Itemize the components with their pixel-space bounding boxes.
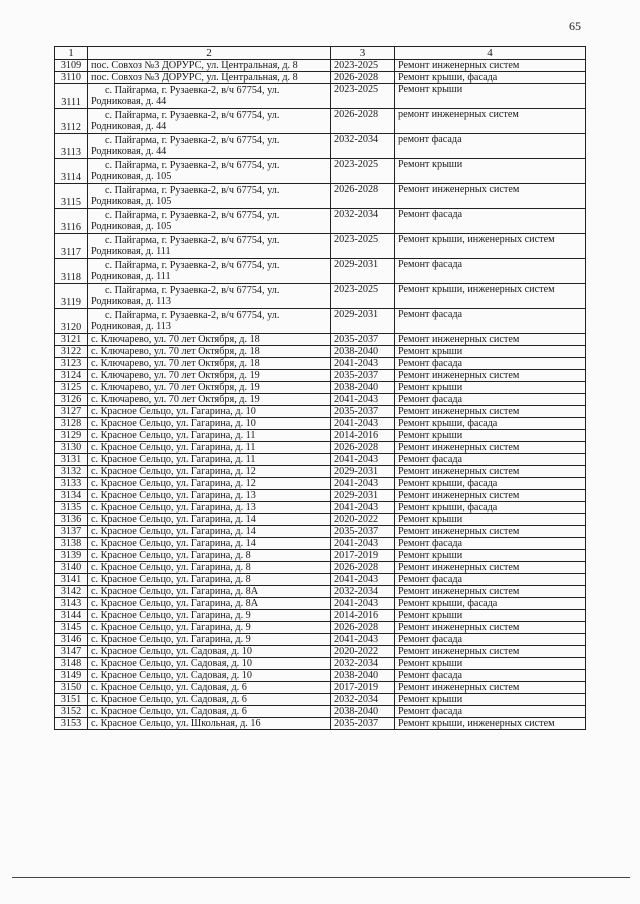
work-type-cell: Ремонт инженерных систем (395, 370, 586, 382)
table-row (55, 394, 586, 406)
work-type-cell: Ремонт фасада (395, 574, 586, 586)
period-cell: 2017-2019 (331, 682, 395, 694)
address-line: Родниковая, д. 113 (91, 321, 171, 332)
table-row (55, 526, 586, 538)
page-bottom-border (12, 877, 630, 878)
row-number: 3152 (55, 706, 88, 718)
row-number: 3134 (55, 490, 88, 502)
work-type-cell: Ремонт фасада (395, 394, 586, 406)
address-cell (88, 454, 331, 466)
address-line: с. Пайгарма, г. Рузаевка-2, в/ч 67754, ул. (105, 310, 280, 321)
work-type-cell: Ремонт фасада (395, 706, 586, 718)
period-cell: 2041-2043 (331, 574, 395, 586)
period-cell: 2026-2028 (331, 622, 395, 634)
work-type-cell: Ремонт инженерных систем (395, 562, 586, 574)
row-number: 3150 (55, 682, 88, 694)
address-line: с. Пайгарма, г. Рузаевка-2, в/ч 67754, ул. (105, 210, 280, 221)
work-type-cell: Ремонт крыши (395, 694, 586, 706)
address-cell (88, 209, 331, 234)
address-cell (88, 466, 331, 478)
address-line: с. Ключарево, ул. 70 лет Октября, д. 18 (91, 346, 260, 357)
work-type-cell: Ремонт инженерных систем (395, 406, 586, 418)
address-line: с. Красное Сельцо, ул. Садовая, д. 10 (91, 646, 252, 657)
header-col-3: 3 (331, 47, 395, 60)
row-number: 3144 (55, 610, 88, 622)
table-row (55, 109, 586, 134)
period-cell: 2032-2034 (331, 694, 395, 706)
period-cell: 2041-2043 (331, 394, 395, 406)
address-line: Родниковая, д. 105 (91, 221, 172, 232)
address-line: с. Пайгарма, г. Рузаевка-2, в/ч 67754, ул. (105, 185, 280, 196)
address-cell (88, 406, 331, 418)
row-number: 3138 (55, 538, 88, 550)
address-cell (88, 502, 331, 514)
period-cell: 2041-2043 (331, 502, 395, 514)
period-cell: 2014-2016 (331, 430, 395, 442)
address-cell (88, 706, 331, 718)
row-number: 3121 (55, 334, 88, 346)
row-number: 3137 (55, 526, 88, 538)
row-number: 3115 (55, 184, 88, 209)
row-number: 3130 (55, 442, 88, 454)
table-row (55, 184, 586, 209)
work-type-cell: Ремонт крыши (395, 514, 586, 526)
period-cell: 2029-2031 (331, 259, 395, 284)
address-cell (88, 60, 331, 72)
address-cell (88, 586, 331, 598)
table-row (55, 670, 586, 682)
table-row (55, 478, 586, 490)
row-number: 3109 (55, 60, 88, 72)
address-line: с. Пайгарма, г. Рузаевка-2, в/ч 67754, ул. (105, 85, 280, 96)
work-type-cell: Ремонт крыши (395, 382, 586, 394)
row-number: 3124 (55, 370, 88, 382)
period-cell: 2032-2034 (331, 134, 395, 159)
address-cell (88, 284, 331, 309)
address-cell (88, 259, 331, 284)
table-row (55, 454, 586, 466)
row-number: 3123 (55, 358, 88, 370)
period-cell: 2020-2022 (331, 646, 395, 658)
address-cell (88, 346, 331, 358)
work-type-cell: Ремонт фасада (395, 209, 586, 234)
period-cell: 2035-2037 (331, 334, 395, 346)
period-cell: 2020-2022 (331, 514, 395, 526)
address-cell (88, 598, 331, 610)
table-row (55, 706, 586, 718)
work-type-cell: Ремонт инженерных систем (395, 184, 586, 209)
period-cell: 2017-2019 (331, 550, 395, 562)
table-row (55, 502, 586, 514)
address-line: с. Красное Сельцо, ул. Садовая, д. 6 (91, 706, 247, 717)
address-line: с. Красное Сельцо, ул. Гагарина, д. 13 (91, 490, 256, 501)
address-cell (88, 478, 331, 490)
row-number: 3116 (55, 209, 88, 234)
row-number: 3126 (55, 394, 88, 406)
row-number: 3153 (55, 718, 88, 730)
row-number: 3122 (55, 346, 88, 358)
address-line: с. Ключарево, ул. 70 лет Октября, д. 18 (91, 358, 260, 369)
row-number: 3129 (55, 430, 88, 442)
period-cell: 2023-2025 (331, 234, 395, 259)
period-cell: 2023-2025 (331, 159, 395, 184)
period-cell: 2038-2040 (331, 706, 395, 718)
work-type-cell: Ремонт крыши (395, 658, 586, 670)
row-number: 3133 (55, 478, 88, 490)
table-row (55, 562, 586, 574)
address-line: с. Красное Сельцо, ул. Гагарина, д. 11 (91, 454, 256, 465)
address-line: с. Пайгарма, г. Рузаевка-2, в/ч 67754, ул. (105, 160, 280, 171)
address-line: с. Красное Сельцо, ул. Гагарина, д. 8А (91, 586, 259, 597)
period-cell: 2032-2034 (331, 658, 395, 670)
address-cell (88, 109, 331, 134)
header-col-1: 1 (55, 47, 88, 60)
work-type-cell: Ремонт крыши, фасада (395, 72, 586, 84)
row-number: 3114 (55, 159, 88, 184)
address-line: с. Красное Сельцо, ул. Гагарина, д. 13 (91, 502, 256, 513)
period-cell: 2029-2031 (331, 466, 395, 478)
address-cell (88, 610, 331, 622)
address-cell (88, 358, 331, 370)
row-number: 3128 (55, 418, 88, 430)
address-cell (88, 670, 331, 682)
table-row (55, 658, 586, 670)
row-number: 3118 (55, 259, 88, 284)
address-line: с. Красное Сельцо, ул. Гагарина, д. 8 (91, 550, 251, 561)
row-number: 3141 (55, 574, 88, 586)
address-cell (88, 418, 331, 430)
address-cell (88, 184, 331, 209)
address-line: с. Пайгарма, г. Рузаевка-2, в/ч 67754, ул. (105, 285, 280, 296)
table-row (55, 134, 586, 159)
address-cell (88, 622, 331, 634)
period-cell: 2014-2016 (331, 610, 395, 622)
period-cell: 2035-2037 (331, 370, 395, 382)
table-row (55, 406, 586, 418)
period-cell: 2026-2028 (331, 562, 395, 574)
address-cell (88, 574, 331, 586)
address-line: Родниковая, д. 105 (91, 196, 172, 207)
address-line: с. Ключарево, ул. 70 лет Октября, д. 19 (91, 394, 260, 405)
row-number: 3147 (55, 646, 88, 658)
work-type-cell: Ремонт крыши (395, 159, 586, 184)
table-row (55, 259, 586, 284)
work-type-cell: Ремонт крыши (395, 610, 586, 622)
address-line: с. Красное Сельцо, ул. Садовая, д. 6 (91, 694, 247, 705)
address-cell (88, 682, 331, 694)
row-number: 3149 (55, 670, 88, 682)
address-line: Родниковая, д. 111 (91, 246, 171, 257)
address-line: с. Ключарево, ул. 70 лет Октября, д. 19 (91, 370, 260, 381)
row-number: 3119 (55, 284, 88, 309)
row-number: 3148 (55, 658, 88, 670)
row-number: 3143 (55, 598, 88, 610)
work-type-cell: Ремонт крыши (395, 550, 586, 562)
repair-schedule-table (54, 46, 586, 730)
table-row (55, 84, 586, 109)
address-line: с. Пайгарма, г. Рузаевка-2, в/ч 67754, ул. (105, 135, 280, 146)
work-type-cell: Ремонт фасада (395, 670, 586, 682)
period-cell: 2041-2043 (331, 598, 395, 610)
address-line: с. Ключарево, ул. 70 лет Октября, д. 19 (91, 382, 260, 393)
address-cell (88, 514, 331, 526)
address-line: с. Пайгарма, г. Рузаевка-2, в/ч 67754, ул. (105, 260, 280, 271)
work-type-cell: Ремонт крыши (395, 84, 586, 109)
address-line: с. Красное Сельцо, ул. Гагарина, д. 10 (91, 418, 256, 429)
row-number: 3142 (55, 586, 88, 598)
table-row (55, 309, 586, 334)
address-line: с. Красное Сельцо, ул. Садовая, д. 10 (91, 658, 252, 669)
period-cell: 2035-2037 (331, 718, 395, 730)
row-number: 3113 (55, 134, 88, 159)
row-number: 3136 (55, 514, 88, 526)
address-line: с. Красное Сельцо, ул. Гагарина, д. 9 (91, 622, 251, 633)
address-line: с. Красное Сельцо, ул. Гагарина, д. 14 (91, 514, 256, 525)
row-number: 3111 (55, 84, 88, 109)
address-line: с. Красное Сельцо, ул. Гагарина, д. 9 (91, 610, 251, 621)
table-row (55, 550, 586, 562)
address-cell (88, 634, 331, 646)
row-number: 3117 (55, 234, 88, 259)
address-cell (88, 370, 331, 382)
address-cell (88, 334, 331, 346)
period-cell: 2041-2043 (331, 634, 395, 646)
period-cell: 2026-2028 (331, 72, 395, 84)
work-type-cell: Ремонт инженерных систем (395, 526, 586, 538)
table-row (55, 72, 586, 84)
table-row (55, 682, 586, 694)
row-number: 3135 (55, 502, 88, 514)
work-type-cell: Ремонт инженерных систем (395, 466, 586, 478)
work-type-cell: Ремонт крыши, фасада (395, 598, 586, 610)
period-cell: 2026-2028 (331, 109, 395, 134)
table-row (55, 718, 586, 730)
work-type-cell: Ремонт инженерных систем (395, 60, 586, 72)
address-line: с. Пайгарма, г. Рузаевка-2, в/ч 67754, ул. (105, 235, 280, 246)
address-line: с. Красное Сельцо, ул. Гагарина, д. 8 (91, 562, 251, 573)
table-row (55, 622, 586, 634)
address-line: с. Красное Сельцо, ул. Гагарина, д. 12 (91, 466, 256, 477)
table-row (55, 634, 586, 646)
table-row (55, 694, 586, 706)
address-cell (88, 694, 331, 706)
table-row (55, 598, 586, 610)
table-row (55, 234, 586, 259)
table-row (55, 466, 586, 478)
period-cell: 2035-2037 (331, 406, 395, 418)
address-line: с. Красное Сельцо, ул. Школьная, д. 16 (91, 718, 261, 729)
work-type-cell: Ремонт инженерных систем (395, 442, 586, 454)
work-type-cell: Ремонт фасада (395, 538, 586, 550)
work-type-cell: Ремонт фасада (395, 358, 586, 370)
row-number: 3120 (55, 309, 88, 334)
address-cell (88, 442, 331, 454)
address-line: с. Красное Сельцо, ул. Гагарина, д. 11 (91, 442, 256, 453)
table-row (55, 610, 586, 622)
work-type-cell: Ремонт крыши (395, 346, 586, 358)
row-number: 3131 (55, 454, 88, 466)
address-cell (88, 490, 331, 502)
period-cell: 2035-2037 (331, 526, 395, 538)
table-row (55, 442, 586, 454)
period-cell: 2038-2040 (331, 382, 395, 394)
table-row (55, 382, 586, 394)
period-cell: 2029-2031 (331, 309, 395, 334)
work-type-cell: Ремонт крыши (395, 430, 586, 442)
work-type-cell: Ремонт фасада (395, 634, 586, 646)
period-cell: 2032-2034 (331, 209, 395, 234)
work-type-cell: Ремонт крыши, фасада (395, 502, 586, 514)
period-cell: 2023-2025 (331, 284, 395, 309)
period-cell: 2026-2028 (331, 184, 395, 209)
address-cell (88, 550, 331, 562)
row-number: 3132 (55, 466, 88, 478)
address-cell (88, 658, 331, 670)
row-number: 3112 (55, 109, 88, 134)
address-cell (88, 382, 331, 394)
table-row (55, 370, 586, 382)
period-cell: 2041-2043 (331, 538, 395, 550)
row-number: 3110 (55, 72, 88, 84)
work-type-cell: Ремонт инженерных систем (395, 622, 586, 634)
table-row (55, 430, 586, 442)
address-line: Родниковая, д. 44 (91, 96, 167, 107)
address-line: с. Красное Сельцо, ул. Садовая, д. 6 (91, 682, 247, 693)
work-type-cell: Ремонт инженерных систем (395, 646, 586, 658)
period-cell: 2041-2043 (331, 454, 395, 466)
period-cell: 2038-2040 (331, 346, 395, 358)
address-cell (88, 562, 331, 574)
period-cell: 2038-2040 (331, 670, 395, 682)
table-row (55, 209, 586, 234)
table-row (55, 646, 586, 658)
address-cell (88, 646, 331, 658)
table-row (55, 346, 586, 358)
row-number: 3125 (55, 382, 88, 394)
address-line: с. Красное Сельцо, ул. Садовая, д. 10 (91, 670, 252, 681)
period-cell: 2032-2034 (331, 586, 395, 598)
address-line: Родниковая, д. 44 (91, 121, 167, 132)
address-cell (88, 72, 331, 84)
period-cell: 2023-2025 (331, 84, 395, 109)
address-line: пос. Совхоз №3 ДОРУРС, ул. Центральная, д. 8 (91, 60, 298, 71)
work-type-cell: Ремонт инженерных систем (395, 490, 586, 502)
header-col-4: 4 (395, 47, 586, 60)
row-number: 3140 (55, 562, 88, 574)
address-cell (88, 84, 331, 109)
address-cell (88, 430, 331, 442)
work-type-cell: Ремонт инженерных систем (395, 334, 586, 346)
period-cell: 2026-2028 (331, 442, 395, 454)
work-type-cell: Ремонт инженерных систем (395, 682, 586, 694)
work-type-cell: Ремонт крыши, инженерных систем (395, 234, 586, 259)
address-line: Родниковая, д. 44 (91, 146, 167, 157)
work-type-cell: Ремонт крыши, фасада (395, 418, 586, 430)
table-row (55, 358, 586, 370)
address-cell (88, 309, 331, 334)
row-number: 3151 (55, 694, 88, 706)
work-type-cell: Ремонт крыши, инженерных систем (395, 284, 586, 309)
table-row (55, 574, 586, 586)
work-type-cell: ремонт инженерных систем (395, 109, 586, 134)
table-row (55, 538, 586, 550)
address-cell (88, 526, 331, 538)
address-line: с. Красное Сельцо, ул. Гагарина, д. 8А (91, 598, 259, 609)
work-type-cell: Ремонт фасада (395, 454, 586, 466)
address-cell (88, 134, 331, 159)
table-row (55, 418, 586, 430)
address-line: с. Ключарево, ул. 70 лет Октября, д. 18 (91, 334, 260, 345)
table-row (55, 586, 586, 598)
address-line: Родниковая, д. 111 (91, 271, 171, 282)
table-row (55, 60, 586, 72)
address-line: с. Красное Сельцо, ул. Гагарина, д. 14 (91, 538, 256, 549)
table-row (55, 334, 586, 346)
address-cell (88, 234, 331, 259)
table-row (55, 490, 586, 502)
table-body (55, 60, 586, 730)
address-line: Родниковая, д. 105 (91, 171, 172, 182)
work-type-cell: ремонт фасада (395, 134, 586, 159)
row-number: 3145 (55, 622, 88, 634)
address-line: с. Красное Сельцо, ул. Гагарина, д. 12 (91, 478, 256, 489)
period-cell: 2029-2031 (331, 490, 395, 502)
address-line: пос. Совхоз №3 ДОРУРС, ул. Центральная, д. 8 (91, 72, 298, 83)
address-line: Родниковая, д. 113 (91, 296, 171, 307)
address-line: с. Красное Сельцо, ул. Гагарина, д. 9 (91, 634, 251, 645)
header-col-2: 2 (88, 47, 331, 60)
table-header-row (55, 47, 586, 60)
work-type-cell: Ремонт фасада (395, 309, 586, 334)
row-number: 3127 (55, 406, 88, 418)
table-row (55, 514, 586, 526)
address-line: с. Красное Сельцо, ул. Гагарина, д. 8 (91, 574, 251, 585)
address-cell (88, 159, 331, 184)
period-cell: 2023-2025 (331, 60, 395, 72)
address-line: с. Красное Сельцо, ул. Гагарина, д. 11 (91, 430, 256, 441)
work-type-cell: Ремонт инженерных систем (395, 586, 586, 598)
table-row (55, 284, 586, 309)
address-cell (88, 394, 331, 406)
table-row (55, 159, 586, 184)
address-line: с. Красное Сельцо, ул. Гагарина, д. 10 (91, 406, 256, 417)
address-line: с. Красное Сельцо, ул. Гагарина, д. 14 (91, 526, 256, 537)
address-cell (88, 538, 331, 550)
address-line: с. Пайгарма, г. Рузаевка-2, в/ч 67754, ул. (105, 110, 280, 121)
work-type-cell: Ремонт фасада (395, 259, 586, 284)
page-number: 65 (569, 19, 581, 33)
period-cell: 2041-2043 (331, 418, 395, 430)
address-cell (88, 718, 331, 730)
work-type-cell: Ремонт крыши, фасада (395, 478, 586, 490)
work-type-cell: Ремонт крыши, инженерных систем (395, 718, 586, 730)
row-number: 3139 (55, 550, 88, 562)
period-cell: 2041-2043 (331, 358, 395, 370)
row-number: 3146 (55, 634, 88, 646)
period-cell: 2041-2043 (331, 478, 395, 490)
